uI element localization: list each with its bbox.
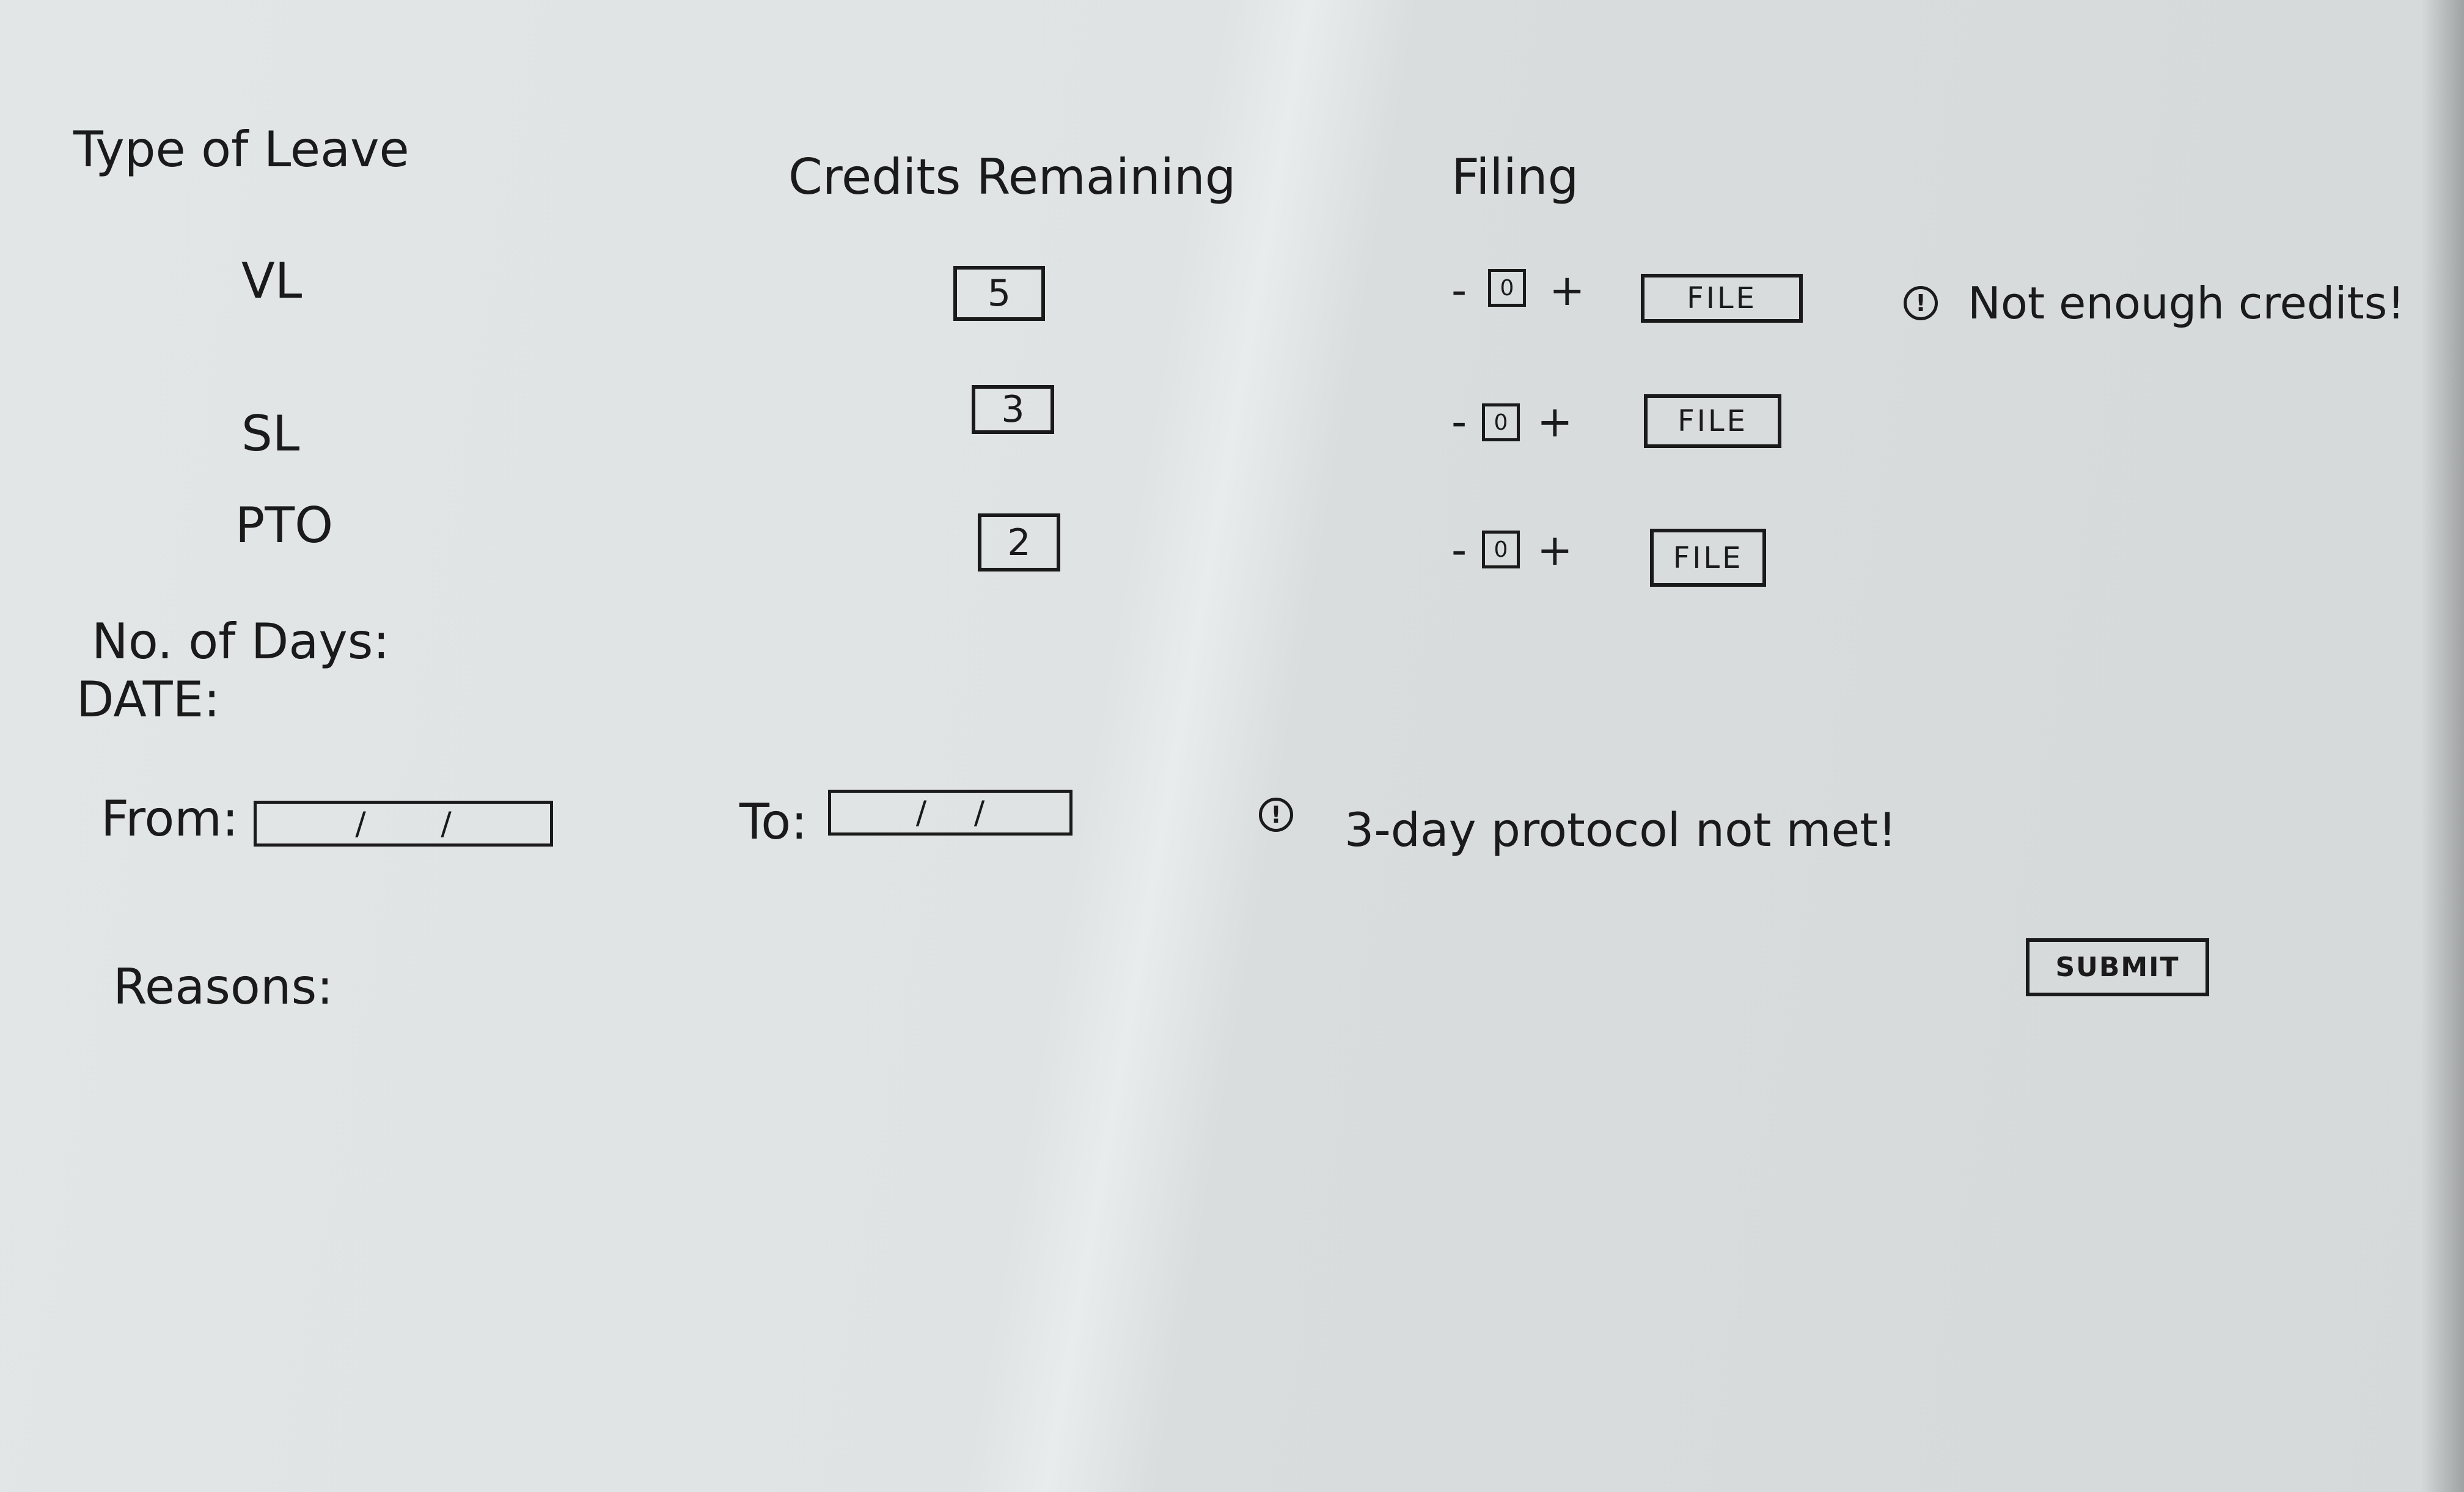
leave-type-sl: SL bbox=[241, 405, 300, 462]
no-of-days-label: No. of Days: bbox=[92, 613, 390, 670]
quantity-pto[interactable]: 0 bbox=[1482, 531, 1520, 568]
decrement-sl-button[interactable]: - bbox=[1451, 397, 1467, 447]
leave-type-pto: PTO bbox=[235, 497, 334, 554]
date-separator: / bbox=[974, 794, 985, 831]
decrement-pto-button[interactable]: - bbox=[1451, 525, 1467, 575]
file-pto-button[interactable]: FILE bbox=[1650, 529, 1766, 587]
protocol-warning: 3-day protocol not met! bbox=[1344, 803, 1897, 857]
credits-sl: 3 bbox=[972, 385, 1054, 434]
from-date-field[interactable] bbox=[254, 801, 553, 847]
file-vl-button[interactable]: FILE bbox=[1641, 274, 1803, 323]
to-date-field[interactable] bbox=[828, 790, 1072, 836]
credits-vl: 5 bbox=[953, 266, 1045, 321]
date-separator: / bbox=[355, 805, 366, 842]
reasons-label: Reasons: bbox=[113, 958, 334, 1015]
alert-icon: ! bbox=[1904, 286, 1938, 320]
file-sl-button[interactable]: FILE bbox=[1644, 394, 1781, 448]
date-label: DATE: bbox=[76, 671, 221, 728]
quantity-vl[interactable]: 0 bbox=[1488, 269, 1526, 307]
date-separator: / bbox=[441, 805, 452, 842]
increment-vl-button[interactable]: + bbox=[1549, 265, 1585, 315]
quantity-sl[interactable]: 0 bbox=[1482, 403, 1520, 441]
header-filing: Filing bbox=[1451, 149, 1579, 205]
alert-icon: ! bbox=[1259, 798, 1293, 832]
decrement-vl-button[interactable]: - bbox=[1451, 265, 1467, 315]
date-separator: / bbox=[915, 794, 927, 831]
header-credits-remaining: Credits Remaining bbox=[788, 149, 1236, 205]
credits-pto: 2 bbox=[978, 513, 1060, 571]
credits-warning: Not enough credits! bbox=[1968, 277, 2405, 329]
submit-button[interactable]: SUBMIT bbox=[2026, 938, 2209, 996]
header-type-of-leave: Type of Leave bbox=[73, 121, 409, 178]
increment-sl-button[interactable]: + bbox=[1537, 397, 1573, 447]
from-label: From: bbox=[101, 790, 239, 847]
to-label: To: bbox=[739, 793, 808, 850]
increment-pto-button[interactable]: + bbox=[1537, 525, 1573, 575]
leave-type-vl: VL bbox=[241, 252, 302, 309]
